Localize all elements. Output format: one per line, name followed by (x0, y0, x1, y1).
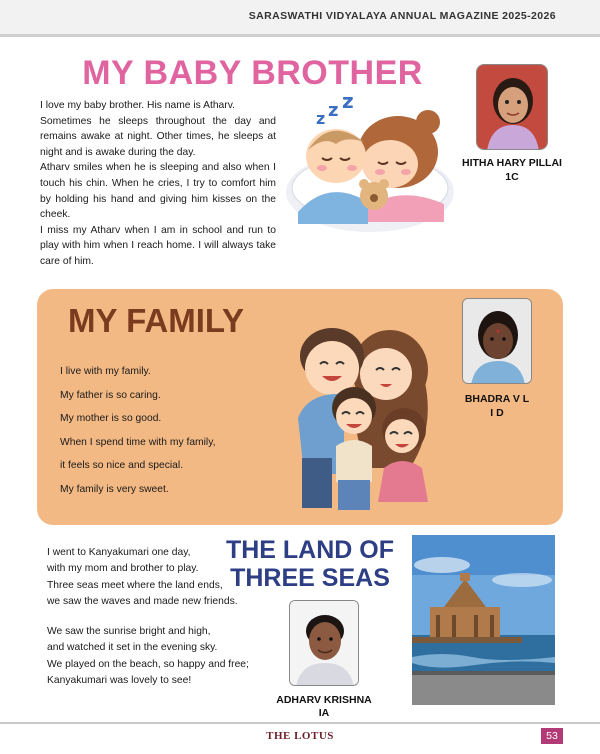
author-photo-adharv (289, 600, 359, 686)
poem-line: My mother is so good. (60, 413, 162, 425)
family-hug-illustration (272, 308, 462, 514)
paragraph: I miss my Atharv when I am in school and run to play with him when I reach home. I will always take care of him. (40, 224, 276, 267)
author-caption-bhadra (442, 392, 552, 420)
svg-text:z: z (328, 100, 339, 121)
poem-line: and watched it set in the evening sky. (47, 642, 218, 654)
magazine-title: SARASWATHI VIDYALAYA ANNUAL MAGAZINE 2025-2026 (248, 10, 556, 22)
paragraph: Sometimes he sleeps throughout the day and remains awake at night. Other times, he sleeps at night and is awake during the day. (40, 115, 276, 158)
footer-divider (0, 722, 600, 724)
poem-line: we saw the waves and made new friends. (47, 595, 238, 607)
svg-text:z: z (316, 109, 326, 128)
sleeping-siblings-illustration (278, 90, 456, 240)
poem-line: I live with my family. (60, 366, 151, 377)
poem-line: We played on the beach, so happy and free; (47, 658, 249, 670)
family-title: MY FAMILY (68, 302, 245, 339)
page-number-badge: 53 (541, 728, 563, 744)
svg-text:z: z (342, 90, 354, 113)
lotus-logo: THE LOTUS (266, 730, 334, 742)
author-name: HITHA HARY PILLAI (462, 157, 562, 169)
author-caption-adharv (262, 694, 386, 720)
author-name: BHADRA V L (464, 393, 530, 405)
poem-line: We saw the sunrise bright and high, (47, 626, 211, 638)
poem-line: My father is so caring. (60, 389, 161, 401)
poem-line: Kanyakumari was lovely to see! (47, 675, 192, 687)
paragraph: I love my baby brother. His name is Atharv. (40, 100, 235, 111)
family-poem (60, 365, 270, 507)
poem-line: it feels so nice and special. (60, 460, 184, 472)
author-photo-bhadra (462, 298, 532, 384)
poem-line: I went to Kanyakumari one day, (47, 547, 191, 558)
poem-line: My family is very sweet. (60, 483, 169, 495)
poem-line: with my mom and brother to play. (47, 563, 199, 575)
author-class: IA (318, 707, 330, 719)
title-line: THREE SEAS (230, 564, 390, 592)
title-line: THE LAND OF (225, 536, 395, 564)
author-class: 1C (505, 171, 519, 183)
author-photo-hitha (476, 64, 548, 150)
baby-brother-text (40, 98, 276, 270)
kanyakumari-photo (412, 535, 555, 705)
header-divider (0, 34, 600, 37)
author-name: ADHARV KRISHNA (276, 694, 372, 706)
poem-line: Three seas meet where the land ends, (47, 579, 223, 591)
poem-line: When I spend time with my family, (60, 436, 216, 448)
three-seas-title (212, 536, 408, 592)
stanza-gap (47, 610, 252, 624)
author-caption-hitha (452, 156, 572, 184)
paragraph: Atharv smiles when he is sleeping and also when I touch his chin. When he cries, I try to comfort him by holding his hand and giving him kisses on the cheek. (40, 162, 276, 221)
baby-brother-title: MY BABY BROTHER (82, 54, 423, 92)
author-class: I D (490, 407, 504, 419)
